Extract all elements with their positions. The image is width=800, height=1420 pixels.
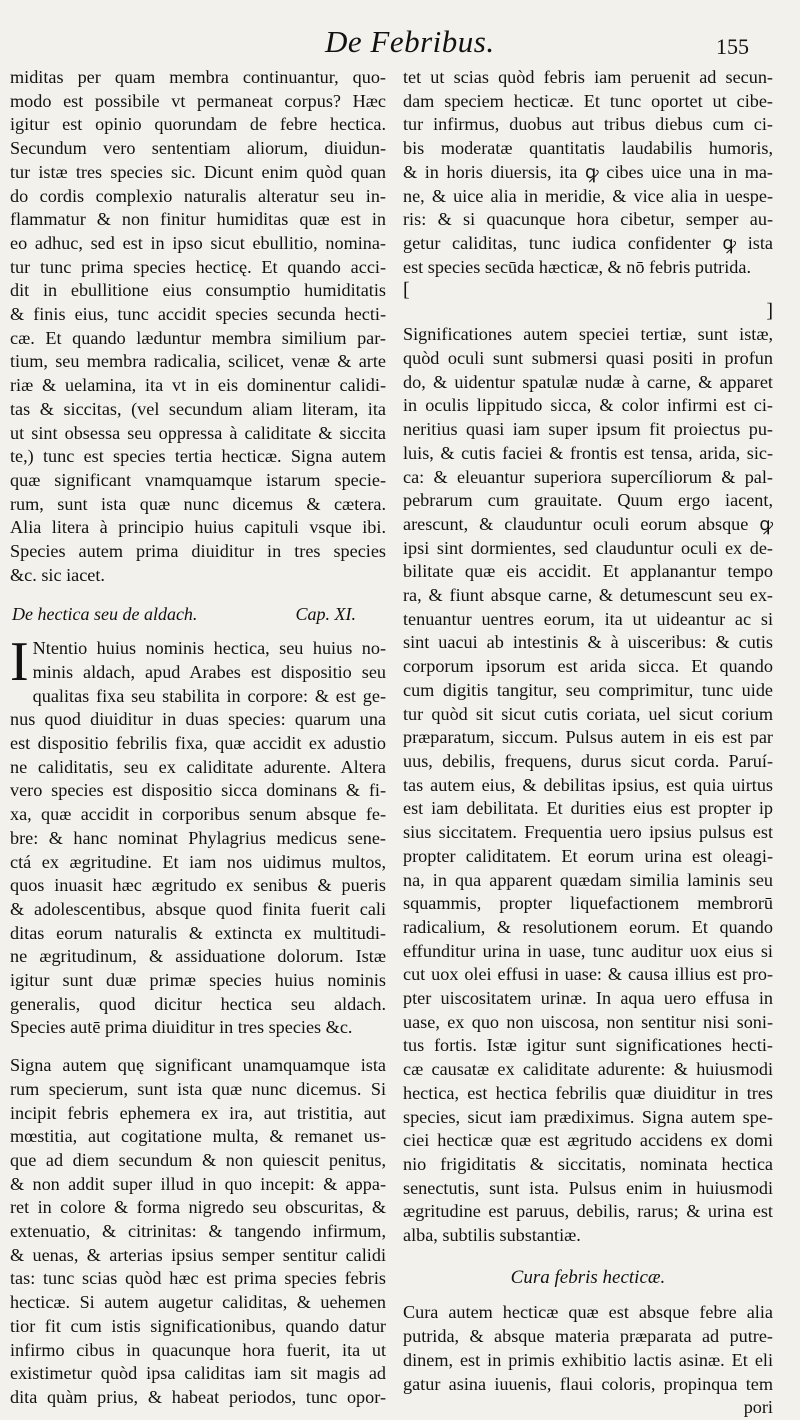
text-line: & uenas, & arterias ipsius semper sentitur calidi (10, 1244, 386, 1265)
text-line: ciei hecticæ quæ est ægritudo accidens ex domi (403, 1130, 773, 1151)
text-line: alba, subtilis substantiæ. (403, 1225, 581, 1246)
paragraph-gap (10, 1040, 386, 1054)
text-line: & in horis diuersis, ita ꝙ cibes uice una in ma- (403, 161, 773, 182)
text-line: uus, debilis, frequens, durus sicut corda. Paruí- (403, 750, 773, 771)
text-line: nio frigiditatis & siccitatis, nominata hectica (403, 1153, 773, 1174)
text-line: putrida, & absque materia præparata ad putre- (403, 1326, 773, 1347)
text-line: ut sint obsessa seu oppressa à caliditate & siccita (10, 422, 386, 443)
text-line: dit in ebullitione eius consumptio humiditatis (10, 280, 386, 301)
text-line: est dispositio febrilis fixa, quæ accidit ex adustio (10, 732, 386, 753)
text-line: eo adhuc, sed est in ipso sicut ebullitio, nomina- (10, 232, 386, 253)
text-line: do, & uidentur spatulæ nudæ à carne, & apparet (403, 371, 773, 392)
text-line: xa, quæ accidit in corporibus senum absque fe- (10, 804, 386, 825)
text-line: generalis, quod dicitur hectica seu aldach. (10, 993, 386, 1014)
text-line: Ntentio huius nominis hectica, seu huius no- (32, 638, 386, 659)
text-line: neritius quasi iam super ipsum fit proiectus pu- (403, 419, 773, 440)
text-line: tior fit cum istis significationibus, quando datur (10, 1315, 386, 1336)
text-line: pebrarum cum grauitate. Quum ergo iacent, (403, 490, 773, 511)
text-line: do cordis complexio naturalis alteratur seu in- (10, 185, 386, 206)
text-line: præparatum, siccum. Pulsus autem in eis est par (403, 727, 773, 748)
text-line: gatur asina iuuenis, flaui coloris, propinqua tem (403, 1373, 773, 1394)
text-line: Significationes autem speciei tertiæ, sunt istæ, (403, 324, 773, 345)
text-line: tur quòd sit sicut cutis coriata, uel sicut corium (403, 703, 773, 724)
text-line: ctá ex ægritudine. Et iam nos uidimus multos, (10, 851, 386, 872)
right-paragraph-2 (403, 323, 773, 1247)
text-line: riæ & uelamina, ita vt in eis dominentur calidi- (10, 375, 386, 396)
text-line: igitur sunt duæ primæ species huius nominis (10, 970, 386, 991)
text-line: vero species est dispositio sicca dominans & fi- (10, 780, 386, 801)
text-line: modo est possibile vt permaneat corpus? Hæc (10, 90, 386, 111)
text-line: cæ. Et quando læduntur membra similium par- (10, 327, 386, 348)
text-line: & finis eius, tunc accidit species secunda hecti- (10, 304, 386, 325)
right-column (403, 66, 773, 1420)
text-line: rum, sunt ista quæ nunc dicemus & cætera. (10, 493, 386, 514)
text-line: species, sicut iam prædiximus. Signa autem spe- (403, 1106, 773, 1127)
bracket-close: ] (766, 299, 773, 322)
text-line: ne ægritudinum, & assiduatione dolorum. Istæ (10, 946, 386, 967)
text-line: radicalium, & resolutionem eorum. Et quando (403, 916, 773, 937)
text-line: tas & siccitas, (vel secundum aliam literam, ita (10, 398, 386, 419)
chapter-heading (12, 603, 386, 627)
text-line: cæ causatæ ex caliditate adurente: & huiusmodi (403, 1059, 773, 1080)
text-line: tur infirmus, duobus aut tribus diebus cum ci- (403, 114, 773, 135)
text-line: bis moderatæ quantitatis laudabilis humoris, (403, 138, 773, 159)
text-line: tium, seu membra radicalia, scilicet, venæ & arte (10, 351, 386, 372)
left-paragraph-3 (10, 1054, 386, 1410)
text-line: ne caliditatis, seu ex caliditate adurente. Altera (10, 756, 386, 777)
text-line: sint uacui ab intestinis & à uisceribus: & cutis (403, 632, 773, 653)
text-line: bre: & hanc nominat Phylagrius medicus sene- (10, 827, 386, 848)
text-line: Species autē prima diuiditur in tres species &c. (10, 1017, 353, 1038)
right-paragraph-1 (403, 66, 773, 279)
page-number: 155 (716, 34, 749, 59)
text-line: dinem, est in primis exhibitio lactis asinæ. Et eli (403, 1349, 773, 1370)
text-line: ra, & fiunt absque carne, & detumescunt seu ex- (403, 585, 773, 606)
running-title: De Febribus. (325, 24, 495, 59)
text-line: que ad diem secundum & non quiescit penitus, (10, 1149, 386, 1170)
text-line: incipit febris ephemera ex ira, aut tristitia, aut (10, 1102, 386, 1123)
text-line: existimetur quòd ipsa caliditas iam sit magis ad (10, 1363, 386, 1384)
left-paragraph-2 (10, 631, 386, 1040)
text-line: squammis, propter liquefactionem membrorū (403, 893, 773, 914)
drop-cap: I (10, 631, 29, 694)
text-line: Alia litera à principio huius capituli vsque ibi. (10, 517, 386, 538)
text-line: est species secūda hæcticæ, & nō febris putrida. (403, 256, 751, 277)
text-line: ditas eorum naturalis & extincta ex multitudi- (10, 922, 386, 943)
text-line: sius siccitatem. Frequentia uero ipsius pulsus est (403, 822, 773, 843)
text-line: tet ut scias quòd febris iam peruenit ad secun- (403, 67, 773, 87)
text-line: quòd oculi sunt submersi quasi positi in profun (403, 348, 773, 369)
text-line: miditas per quam membra continuantur, quo- (10, 67, 386, 87)
text-line: mœstitia, aut cogitatione multa, & remanet us- (10, 1126, 386, 1147)
text-line: corporum ipsorum est arida sicca. Et quando (403, 656, 773, 677)
text-line: senectutis, sunt ista. Pulsus enim in huiusmodi (403, 1177, 773, 1198)
text-line: tas: tunc scias quòd hæc est prima species febris (10, 1268, 386, 1289)
text-line: ris: & si quacunque hora cibetur, semper au- (403, 209, 773, 230)
bracket-row (403, 279, 773, 323)
text-line: igitur est opinio quorundam de febre hectica. (10, 114, 386, 135)
text-line: cum digitis tangitur, seu comprimitur, tunc uide (403, 679, 773, 700)
text-line: in oculis lippitudo sicca, & color infirmi est ci- (403, 395, 773, 416)
left-column (10, 66, 386, 1410)
text-line: Cura autem hecticæ quæ est absque febre alia (403, 1302, 773, 1323)
text-line: dam speciem hecticæ. Et tunc oportet ut cibe- (403, 90, 773, 111)
text-line: & adolescentibus, absque quod finita fuerit cali (10, 898, 386, 919)
text-line: extenuatio, & citrinitas: & tangendo infirmum, (10, 1221, 386, 1242)
text-line: infirmo cibus in quacunque hora fuerit, ita ut (10, 1339, 386, 1360)
right-paragraph-3 (403, 1301, 773, 1420)
text-line: &c. sic iacet. (10, 564, 105, 585)
text-line: ca: & eleuantur superiora supercíliorum & pal- (403, 466, 773, 487)
text-line: & non addit super illud in quo incepit: & appa- (10, 1173, 386, 1194)
text-line: tenuantur uentres eorum, ita ut uideantur ac si (403, 608, 773, 629)
text-line: quæ significant vnamquamque istarum specie- (10, 469, 386, 490)
catchword: pori (743, 1397, 773, 1418)
text-line: est iam debilitata. Et durities eius est propter ip (403, 798, 773, 819)
text-line: qualitas fixa seu stabilita in corpore: & est ge- (32, 685, 386, 706)
text-line: quos inuasit hæc ægritudo ex senibus & pueris (10, 875, 386, 896)
text-line: ret in colore & forma nigredo seu obscuritas, & (10, 1197, 386, 1218)
text-line: tur tunc prima species hecticę. Et quando acci- (10, 256, 386, 277)
text-line: Signa autem quę significant unamquamque ista (10, 1055, 386, 1076)
section-title: Cura febris hecticæ. (510, 1266, 666, 1288)
text-line: Secundum vero sententiam aliorum, diuidun- (10, 138, 386, 159)
text-line: na, in qua apparent quædam similia laminis seu (403, 869, 773, 890)
chapter-title: De hectica seu de aldach. (12, 604, 198, 625)
chapter-number: Cap. XI. (295, 604, 356, 625)
text-line: propter caliditatem. Et eorum urina est oleagi- (403, 845, 773, 866)
text-line: hectica, est hectica febrilis quæ diuiditur in tres (403, 1082, 773, 1103)
text-line: rum specierum, sunt ista quæ nunc dicemus. Si (10, 1078, 386, 1099)
text-line: dita quàm prius, & habeat periodos, tunc opor- (10, 1386, 386, 1407)
text-line: tus fortis. Istæ igitur sunt significationes hecti- (403, 1035, 773, 1056)
text-line: uase, ex quo non uiscosa, non sentitur nisi soni- (403, 1011, 773, 1032)
text-line: cut uox olei effusi in uase: & causa illius est pro- (403, 964, 773, 985)
left-paragraph-1 (10, 66, 386, 587)
page-header (0, 18, 800, 68)
text-line: ægritudine est paruus, debilis, rarus; & urina est (403, 1201, 773, 1222)
text-line: te,) tunc est species tertia hecticæ. Signa autem (10, 446, 386, 467)
bracket-open: [ (403, 279, 410, 302)
text-line: ipsi sint dormientes, sed clauduntur oculi ex de- (403, 537, 773, 558)
text-line: ne, & uice alia in meridie, & vice alia in uespe- (403, 185, 773, 206)
text-line: arescunt, & clauduntur oculi eorum absque ꝙ (403, 513, 773, 534)
text-line: bilitate quæ eis accidit. Et applanantur tempo (403, 561, 773, 582)
text-line: effunditur urina in uase, tunc auditur uox eius si (403, 940, 773, 961)
text-line: flammatur & non finitur humiditas quæ est in (10, 209, 386, 230)
text-line: hecticæ. Si autem augetur caliditas, & uehemen (10, 1292, 386, 1313)
text-line: luis, & cutis faciei & frontis est tensa, arida, sic- (403, 442, 773, 463)
text-line: getur caliditas, tunc iudica confidenter ꝙ ista (403, 232, 773, 253)
text-line: Species autem prima diuiditur in tres species (10, 541, 386, 562)
text-line: minis aldach, apud Arabes est dispositio seu (32, 661, 386, 682)
text-line: pter uiscositatem urinæ. In aqua uero effusa in (403, 988, 773, 1009)
text-line: nus quod diuiditur in duas species: quarum una (10, 709, 386, 730)
text-line: tas autem eius, & debilitas ipsius, est quia uirtus (403, 774, 773, 795)
text-line: tur istæ tres species sic. Dicunt enim quòd quan (10, 161, 386, 182)
